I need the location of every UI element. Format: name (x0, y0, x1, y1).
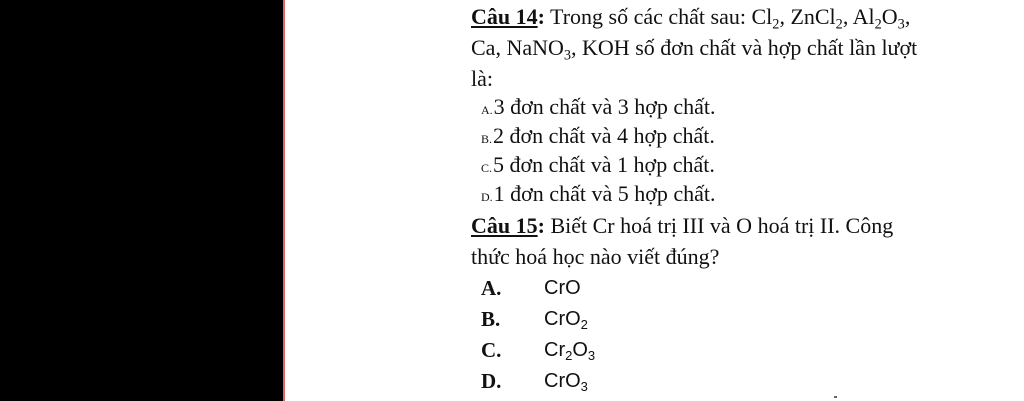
q14-line-3: là: (471, 66, 493, 91)
q15-option-d-letter: D. (481, 369, 502, 393)
q15-option-d-formula: CrO$_3$ (544, 370, 588, 394)
margin-rule (283, 0, 285, 401)
q15-label: Câu 15 (471, 213, 538, 238)
q14-option-c: C.5 đơn chất và 1 hợp chất. (481, 152, 715, 177)
q15-option-c-letter: C. (481, 338, 502, 362)
stray-mark (834, 396, 837, 398)
q15-option-c-formula: $Cr_2O_3$ (544, 339, 596, 363)
q15-option-b-formula: CrO$_2$ (544, 308, 588, 332)
q14-option-b: B.2 đơn chất và 4 hợp chất. (481, 123, 715, 148)
q14-line-2: Ca, NaNO$_3$, KOH số đơn chất và hợp chất lần lượt (471, 35, 918, 64)
q15-option-b-letter: B. (481, 307, 501, 331)
q14-option-d: D.1 đơn chất và 5 hợp chất. (481, 181, 716, 206)
q14-line-1: Câu 14: Trong số các chất sau: $Cl_2$, ZnCl$_2$, $Al_2O_3$, (471, 4, 911, 33)
q14-label: Câu 14 (471, 4, 538, 29)
q15-option-a-formula: CrO (544, 277, 581, 299)
q15-line-2: thức hoá học nào viết đúng? (471, 244, 720, 269)
q15-option-a-letter: A. (481, 276, 502, 300)
q15-line-1: Câu 15: Biết Cr hoá trị III và O hoá trị II. Công (471, 213, 894, 238)
q14-option-a: A.3 đơn chất và 3 hợp chất. (481, 94, 716, 119)
